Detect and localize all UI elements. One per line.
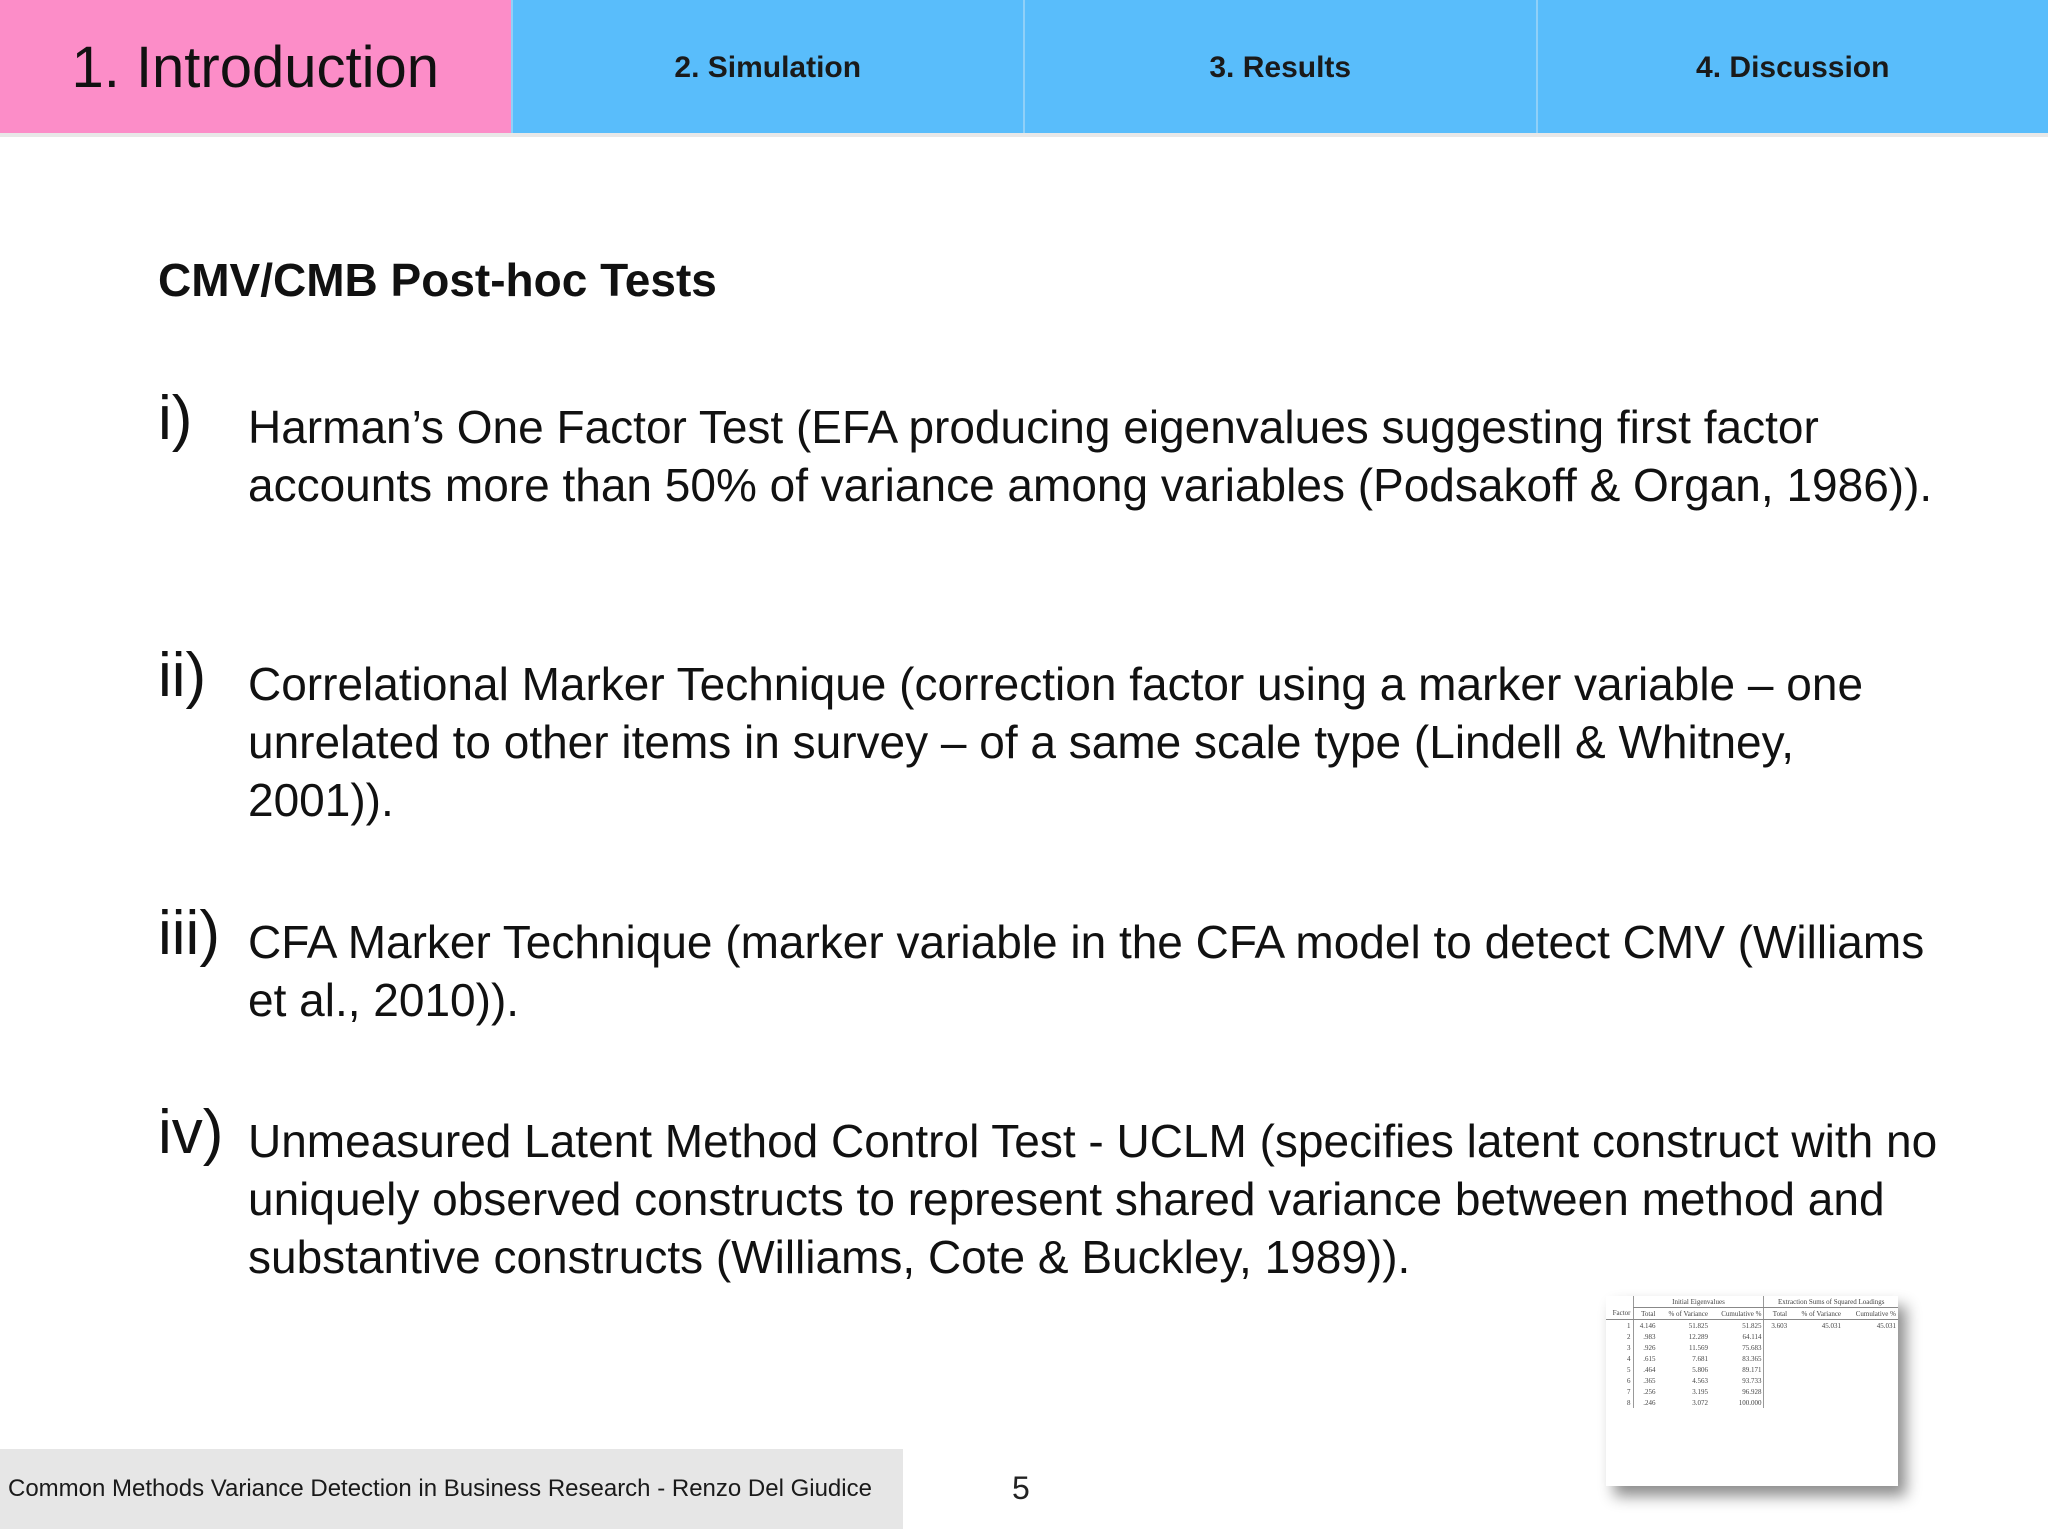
table-cell (1764, 1353, 1789, 1364)
table-row (1606, 1386, 1898, 1397)
tab-introduction[interactable]: 1. Introduction (0, 0, 513, 135)
table-cell: 2 (1627, 1332, 1631, 1341)
table-row (1606, 1397, 1898, 1408)
column-header: % of Variance (1657, 1308, 1710, 1320)
table-cell: .246 (1633, 1397, 1657, 1408)
page-number: 5 (1012, 1470, 1030, 1506)
table-cell: 4.563 (1692, 1376, 1708, 1385)
tab-simulation[interactable]: 2. Simulation (513, 0, 1026, 135)
table-body (1606, 1320, 1898, 1409)
table-cell (1789, 1342, 1843, 1353)
table-cell: 11.569 (1688, 1343, 1708, 1352)
table-cell (1764, 1397, 1789, 1408)
slide-heading: CMV/CMB Post-hoc Tests (158, 254, 717, 306)
table-cell: 6 (1627, 1376, 1631, 1385)
table-cell: 12.289 (1688, 1332, 1708, 1341)
column-header: Cumulative % (1843, 1308, 1898, 1320)
table-cell (1843, 1342, 1898, 1353)
table-cell: 83.365 (1742, 1354, 1762, 1363)
table-cell (1764, 1364, 1789, 1375)
column-header: Factor (1606, 1308, 1633, 1320)
table-cell (1843, 1353, 1898, 1364)
table-cell: .983 (1633, 1331, 1657, 1342)
table-cell: 89.171 (1742, 1365, 1762, 1374)
table-cell (1843, 1386, 1898, 1397)
table-cell: 45.031 (1821, 1321, 1842, 1330)
table-cell: 3.195 (1692, 1387, 1708, 1396)
table-cell (1789, 1386, 1843, 1397)
tab-results[interactable]: 3. Results (1025, 0, 1538, 135)
footer-bar (0, 1449, 903, 1529)
table-cell (1789, 1331, 1843, 1342)
item-numeral: iii) (158, 899, 220, 968)
table-cell: 5.806 (1692, 1365, 1708, 1374)
table-cell (1789, 1375, 1843, 1386)
table-cell: 64.114 (1742, 1332, 1762, 1341)
column-header: Total (1764, 1308, 1789, 1320)
table-row (1606, 1331, 1898, 1342)
item-text: Harman’s One Factor Test (EFA producing eigenvalues suggesting first factor accounts more than 50% of variance among variables (Podsakoff & Organ, 1986)). (248, 401, 1933, 511)
table-cell (1843, 1397, 1898, 1408)
column-header: % of Variance (1789, 1308, 1843, 1320)
table-cell: 93.733 (1742, 1376, 1762, 1385)
table-cell (1789, 1353, 1843, 1364)
table-cell: 45.031 (1876, 1321, 1896, 1330)
table-cell: .365 (1633, 1375, 1657, 1386)
footer-text: Common Methods Variance Detection in Business Research - Renzo Del Giudice (8, 1475, 872, 1502)
table-cell: 100.000 (1738, 1398, 1762, 1407)
table-cell: 51.825 (1742, 1321, 1762, 1330)
group-header: Initial Eigenvalues (1633, 1296, 1764, 1308)
section-tabs (0, 0, 2048, 135)
group-header: Extraction Sums of Squared Loadings (1764, 1296, 1898, 1308)
table-cell (1764, 1331, 1789, 1342)
item-numeral: ii) (158, 641, 207, 710)
column-header: Total (1633, 1308, 1657, 1320)
table-row (1606, 1353, 1898, 1364)
table-row (1606, 1375, 1898, 1386)
table-cell: 8 (1627, 1398, 1631, 1407)
table-cell: .256 (1633, 1386, 1657, 1397)
table-cell (1789, 1364, 1843, 1375)
table-cell (1764, 1342, 1789, 1353)
table-row (1606, 1364, 1898, 1375)
table-cell: 3 (1627, 1343, 1631, 1352)
table-cell: 1 (1627, 1321, 1631, 1330)
table-row (1606, 1320, 1898, 1332)
item-numeral: i) (158, 384, 193, 453)
table-cell: 51.825 (1688, 1321, 1708, 1330)
table-cell (1764, 1386, 1789, 1397)
table-cell (1843, 1375, 1898, 1386)
table-cell: .615 (1633, 1353, 1657, 1364)
table-cell: 5 (1627, 1365, 1631, 1374)
table-cell: .926 (1633, 1342, 1657, 1353)
column-header: Cumulative % (1710, 1308, 1764, 1320)
table-cell: 96.928 (1742, 1387, 1762, 1396)
item-text: Unmeasured Latent Method Control Test - UCLM (specifies latent construct with no uniquely observed constructs to represent shared variance between method and substantive constructs (Williams, Cote & Buckley, 1989)). (248, 1115, 1938, 1283)
table-cell: 7 (1627, 1387, 1631, 1396)
table-cell: 4 (1627, 1354, 1631, 1363)
table-cell (1843, 1331, 1898, 1342)
table-cell: .464 (1633, 1364, 1657, 1375)
tab-discussion[interactable]: 4. Discussion (1538, 0, 2048, 135)
table-row (1606, 1342, 1898, 1353)
table-cell (1764, 1375, 1789, 1386)
eigenvalue-table-thumbnail (1606, 1296, 1898, 1486)
item-text: CFA Marker Technique (marker variable in the CFA model to detect CMV (Williams et al., 2010)). (248, 916, 1925, 1026)
table-cell: 4.146 (1633, 1320, 1657, 1332)
eigenvalue-table (1606, 1296, 1898, 1408)
table-cell: 3.072 (1692, 1398, 1708, 1407)
item-numeral: iv) (158, 1098, 224, 1167)
table-cell: 7.681 (1692, 1354, 1708, 1363)
table-cell: 3.603 (1764, 1320, 1789, 1332)
tabs-divider (0, 133, 2048, 137)
table-cell (1789, 1397, 1843, 1408)
table-cell: 75.683 (1742, 1343, 1762, 1352)
table-cell (1843, 1364, 1898, 1375)
item-text: Correlational Marker Technique (correction factor using a marker variable – one unrelated to other items in survey – of a same scale type (Lindell & Whitney, 2001)). (248, 658, 1864, 826)
